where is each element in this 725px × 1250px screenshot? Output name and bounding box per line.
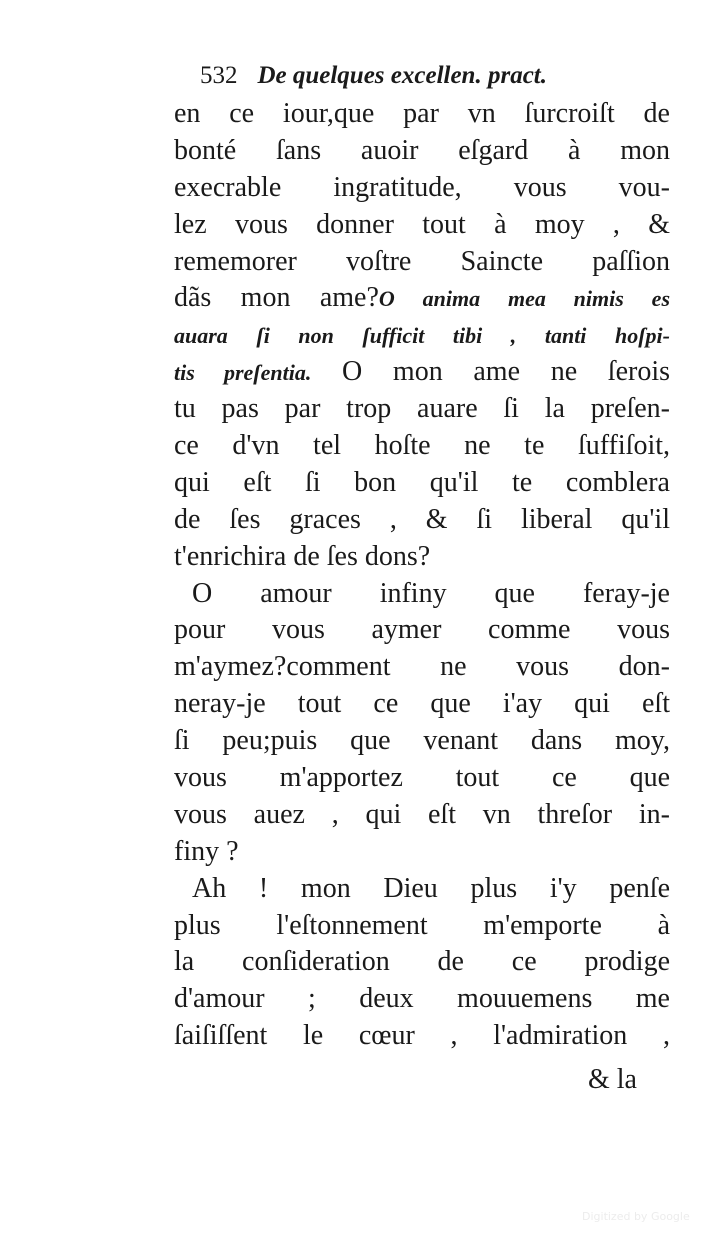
text-line: vous m'apportez tout ce que	[174, 762, 670, 794]
text-line: execrable ingratitude, vous vou-	[174, 171, 670, 203]
body-text	[174, 96, 670, 1055]
text-line-latin	[174, 317, 670, 354]
text-line: ce d'vn tel hoſte ne te ſuffiſoit,	[174, 430, 670, 462]
latin-quote: auara ſi non ſufficit tibi , tanti hoſpi-	[174, 323, 670, 349]
page-number: 532	[200, 62, 238, 89]
text-line: qui eſt ſi bon qu'il te comblera	[174, 466, 670, 498]
latin-quote: O anima mea nimis es	[378, 286, 670, 312]
text-span: dãs mon ame?	[174, 282, 379, 314]
text-line: neray-je tout ce que i'ay qui eſt	[174, 688, 670, 720]
text-line: bonté ſans auoir eſgard à mon	[174, 134, 670, 166]
text-line-mixed	[174, 280, 670, 317]
latin-quote: tis preſentia.	[174, 360, 312, 386]
text-line-mixed	[174, 354, 670, 391]
text-line: en ce iour,que par vn ſurcroiſt de	[174, 98, 670, 129]
text-line: de ſes graces , & ſi liberal qu'il	[174, 503, 670, 535]
text-line: ſi peu;puis que venant dans moy,	[174, 725, 670, 757]
running-title: De quelques excellen. pract.	[257, 62, 547, 89]
text-line: plus l'eſtonnement m'emporte à	[174, 909, 670, 941]
digitizer-watermark: Digitized by Google	[582, 1210, 690, 1223]
text-line: la conſideration de ce prodige	[174, 946, 670, 978]
text-line: d'amour ; deux mouuemens me	[174, 983, 670, 1015]
text-line: finy ?	[174, 835, 239, 867]
text-line: O amour infiny que feray-je	[192, 577, 670, 609]
text-line: pour vous aymer comme vous	[174, 614, 670, 646]
text-line: tu pas par trop auare ſi la preſen-	[174, 393, 670, 425]
text-line: lez vous donner tout à moy , &	[174, 208, 670, 240]
catchword: & la	[588, 1064, 637, 1095]
text-span: O mon ame ne ſerois	[342, 356, 670, 388]
text-line: m'aymez?comment ne vous don-	[174, 651, 670, 683]
text-line: ſaiſiſſent le cœur , l'admiration ,	[174, 1020, 670, 1052]
running-header	[200, 58, 660, 92]
text-line: Ah ! mon Dieu plus i'y penſe	[192, 872, 670, 904]
text-line: rememorer voſtre Saincte paſſion	[174, 245, 670, 277]
text-line: t'enrichira de ſes dons?	[174, 540, 431, 572]
text-line: vous auez , qui eſt vn threſor in-	[174, 798, 670, 830]
